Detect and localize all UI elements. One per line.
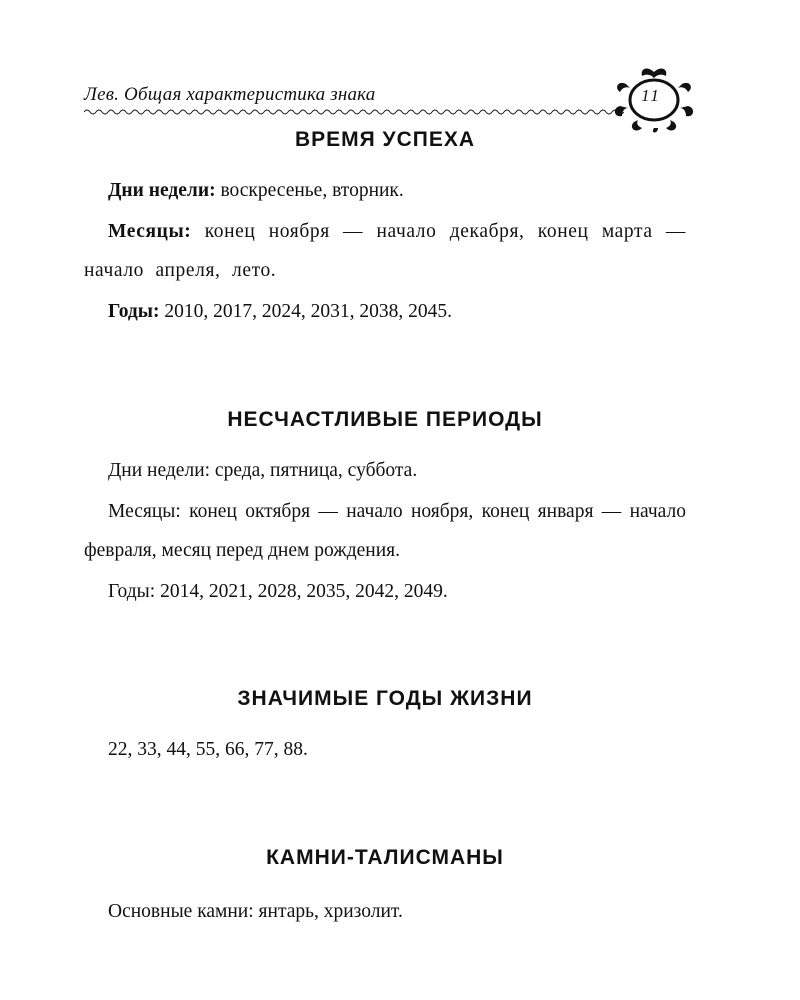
years-value: 2010, 2017, 2024, 2031, 2038, 2045. — [159, 301, 452, 322]
header-wavy-rule — [84, 108, 624, 116]
months-value: конец ноября — начало декабря, конец марта — начало апреля, лето. — [84, 221, 686, 281]
running-head: Лев. Общая характеристика знака — [84, 84, 376, 105]
main-stones: Основные камни: янтарь, хризолит. — [108, 901, 403, 922]
unlucky-years: Годы: 2014, 2021, 2028, 2035, 2042, 2049. — [108, 581, 448, 602]
weekdays-value: воскресенье, вторник. — [215, 180, 404, 201]
unlucky-months: Месяцы: конец октября — начало ноября, конец января — начало февраля, месяц перед днем рождения. — [84, 501, 686, 561]
unlucky-weekdays: Дни недели: среда, пятница, суббота. — [108, 460, 418, 481]
page-number: 11 — [641, 86, 661, 105]
success-weekdays — [84, 171, 686, 210]
weekdays-label: Дни недели: — [108, 180, 216, 201]
section-title-success-time: ВРЕМЯ УСПЕХА — [294, 128, 476, 151]
section-title-significant-years: ЗНАЧИМЫЕ ГОДЫ ЖИЗНИ — [237, 687, 533, 710]
months-label: Месяцы: — [108, 221, 192, 242]
success-years — [84, 292, 686, 331]
significant-years-list: 22, 33, 44, 55, 66, 77, 88. — [108, 739, 308, 760]
years-label: Годы: — [108, 301, 160, 322]
success-months — [84, 212, 686, 290]
section-title-talisman-stones: КАМНИ-ТАЛИСМАНЫ — [266, 846, 504, 869]
section-title-unlucky-periods: НЕСЧАСТЛИВЫЕ ПЕРИОДЫ — [227, 408, 543, 431]
